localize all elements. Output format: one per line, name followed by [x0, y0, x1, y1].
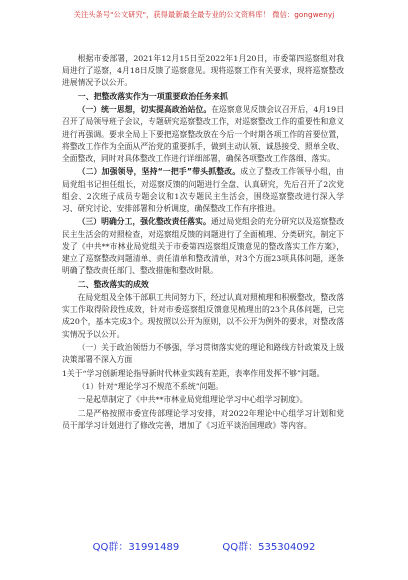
results-paragraph: 在局党组及全体干部职工共同努力下，经过认真对照梳理和积极整改，整改落实工作取得阶段性成效，针对市委巡察组反馈意见梳理出的23个具体问题，已完成20个，基本完成3个。现按照以公开为原则，以不公开为例外的要求，对整改落实情况予以公开。: [62, 292, 344, 339]
intro-paragraph: 根据市委部署，2021年12月15日至2022年1月20日，市委第四巡察组对我局进行了巡察，4月18日反馈了巡察意见。现将巡察工作有关要求，现将巡察整改进展情况予以公开。: [62, 54, 344, 88]
subsection-1: [62, 104, 344, 165]
footer-qq-2: QQ群：535304092: [222, 542, 316, 553]
subsection-1-lead: （一）统一思想，切实提高政治站位。: [77, 105, 212, 115]
section-heading-2: 二、整改落实的成效: [77, 279, 149, 289]
footer-contacts: [0, 538, 408, 553]
item-1-1-1: （1）针对“理论学习不规范不系统”问题。: [77, 381, 224, 391]
document-body: [62, 53, 344, 433]
subsection-2-text: 成立了整改工作领导小组，由局党组书记担任组长，对巡察反馈的问题进行全盘、认真研究，先后召开了2次党组会、2次班子成员专题会议和1次专题民主生活会，围绕巡察整改进行深入学习、研究讨论、安排部署和分析调度，确保整改工作有序推进。: [62, 167, 344, 213]
section-heading-1: 一、把整改落实作为一项重要政治任务来抓: [77, 91, 228, 101]
item-measure-2: 二是严格按照市委宣传部理论学习安排，对2022年理论中心组学习计划和党员干部学习计划进行了修改完善，增加了《习近平谈治国理政》等内容。: [62, 408, 344, 430]
footer-qq-1: QQ群：31991489: [92, 542, 180, 553]
subsection-2: [62, 166, 344, 215]
item-1-1: 1关于“学习创新理论指导新时代林业实践有差距，表率作用发挥不够”问题。: [62, 368, 325, 378]
subsection-3-lead: （三）明确分工，强化整改责任落实。: [77, 217, 211, 227]
promo-banner: 关注头条号"公文研究"，获得最新最全最专业的公文资料库！ 微信：gongwenyj: [73, 10, 335, 19]
item-measure-1: 一是起草制定了《中共**市林业局党组理论学习中心组学习制度》。: [77, 395, 308, 405]
item-1-heading: （一）关于政治领悟力不够强，学习贯彻落实党的理论和路线方针政策及上级决策部署不深入方面: [62, 342, 344, 365]
subsection-2-lead: （二）加强领导，坚持“一把手”带头抓整改。: [77, 167, 241, 177]
subsection-1-text: 在巡察意见反馈会议召开后，4月19日召开了局领导班子会议，专题研究巡察整改工作，对巡察整改工作的重要性和意义进行再强调。要求全局上下要把巡察整改放在今后一个时期各项工作的首要位置，将整改工作作为全面从严治党的重要抓手，做到主动认领、诚恳接受、照单全收、全面整改，同时对具体整改工作进行详细部署，确保各项整改工作落细、落实。: [62, 105, 344, 163]
subsection-3: [62, 216, 344, 277]
subsection-3-text: 通过局党组会的充分研究以及巡察整改民主生活会的对照检查，对巡察组反馈的问题进行了全面梳理、分类研究，制定下发了《中共**市林业局党组关于市委第四巡察组反馈意见的整改落实工作方案》，建立了巡察整改问题清单、责任清单和整改清单，对3个方面23项具体问题，逐条明确了整改责任部门、整改措施和整改时限。: [62, 217, 345, 276]
